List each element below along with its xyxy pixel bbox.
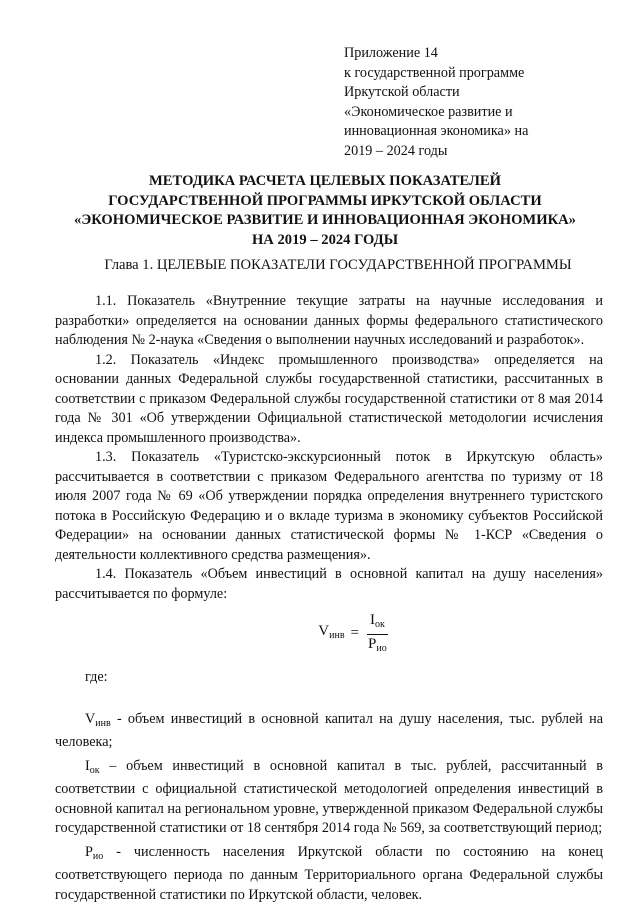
title-line: ГОСУДАРСТВЕННОЙ ПРОГРАММЫ ИРКУТСКОЙ ОБЛАСТИ xyxy=(108,192,542,209)
title-line: «ЭКОНОМИЧЕСКОЕ РАЗВИТИЕ И ИННОВАЦИОННАЯ ЭКОНОМИКА» xyxy=(74,212,576,229)
appendix-header xyxy=(344,44,604,162)
definition-v-inv: $V_{инв}$ - объем инвестиций в основной капитал на душу населения, тыс. рублей на человека; xyxy=(55,710,603,750)
formula-equals: = xyxy=(350,625,360,642)
definition-i-ok: $I_{ок}$ – объем инвестиций в основной капитал в тыс. рублей, рассчитанный в соответствии с официальной статистической методологией определения инвестиций в основной капитал на региональном уровне, утвержденной приказом Федеральной службы государственной статистики от 18 сентября 2014 года № 569, за соответствующий период; xyxy=(55,757,603,836)
formula-lhs: $V_{инв}$ xyxy=(318,623,345,642)
paragraph-1-2: 1.2. Показатель «Индекс промышленного производства» определяется на основании данных Федеральной службы государственной статистики, рассчитанных в соответствии с приказом Федеральной службы государственной статистики от 8 мая 2014 года № 301 «Об утверждении Официальной статистической методологии исчисления индекса промышленного производства». xyxy=(55,351,603,446)
formula-denominator: $P_{ио}$ xyxy=(368,635,387,654)
formula-fraction xyxy=(365,612,390,657)
title-line: МЕТОДИКА РАСЧЕТА ЦЕЛЕВЫХ ПОКАЗАТЕЛЕЙ xyxy=(149,173,501,189)
paragraph-1-1: 1.1. Показатель «Внутренние текущие затраты на научные исследования и разработки» определяется на основании данных формы федерального статистического наблюдения № 2-наука «Сведения о выполнении научных исследований и разработок». xyxy=(55,293,603,348)
paragraph-1-4: 1.4. Показатель «Объем инвестиций в основной капитал на душу населения» рассчитывается по формуле: xyxy=(55,566,603,602)
chapter-heading: Глава 1. ЦЕЛЕВЫЕ ПОКАЗАТЕЛИ ГОСУДАРСТВЕННОЙ ПРОГРАММЫ xyxy=(104,257,572,273)
formula xyxy=(105,606,603,662)
appendix-line: инновационная экономика» на xyxy=(344,123,529,140)
document-body xyxy=(55,292,603,909)
appendix-line: Приложение 14 xyxy=(344,45,438,61)
where-label: где: xyxy=(85,669,108,685)
paragraph-1-3: 1.3. Показатель «Туристско-экскурсионный поток в Иркутскую область» рассчитывается в соответствии с приказом Федерального агентства по туризму от 18 июля 2007 года № 69 «Об утверждении порядка определения внутреннего туристского потока в Российскую Федерацию и о вкладе туризма в экономику субъектов Российской Федерации» на основании данных статистической формы № 1-КСР «Сведения о деятельности коллективного средства размещения». xyxy=(55,449,603,563)
document-title xyxy=(48,172,602,250)
definition-p-io: $P_{ио}$ - численность населения Иркутской области по состоянию на конец соответствующего периода по данным Территориального органа Федеральной службы государственной статистики по Иркутской области, человек. xyxy=(55,843,603,903)
formula-numerator: $I_{ок}$ xyxy=(367,612,388,635)
appendix-line: «Экономическое развитие и xyxy=(344,103,513,120)
appendix-line: к государственной программе xyxy=(344,64,525,81)
title-line: НА 2019 – 2024 ГОДЫ xyxy=(251,231,399,248)
appendix-line: Иркутской области xyxy=(344,84,460,101)
appendix-line: 2019 – 2024 годы xyxy=(344,142,448,159)
